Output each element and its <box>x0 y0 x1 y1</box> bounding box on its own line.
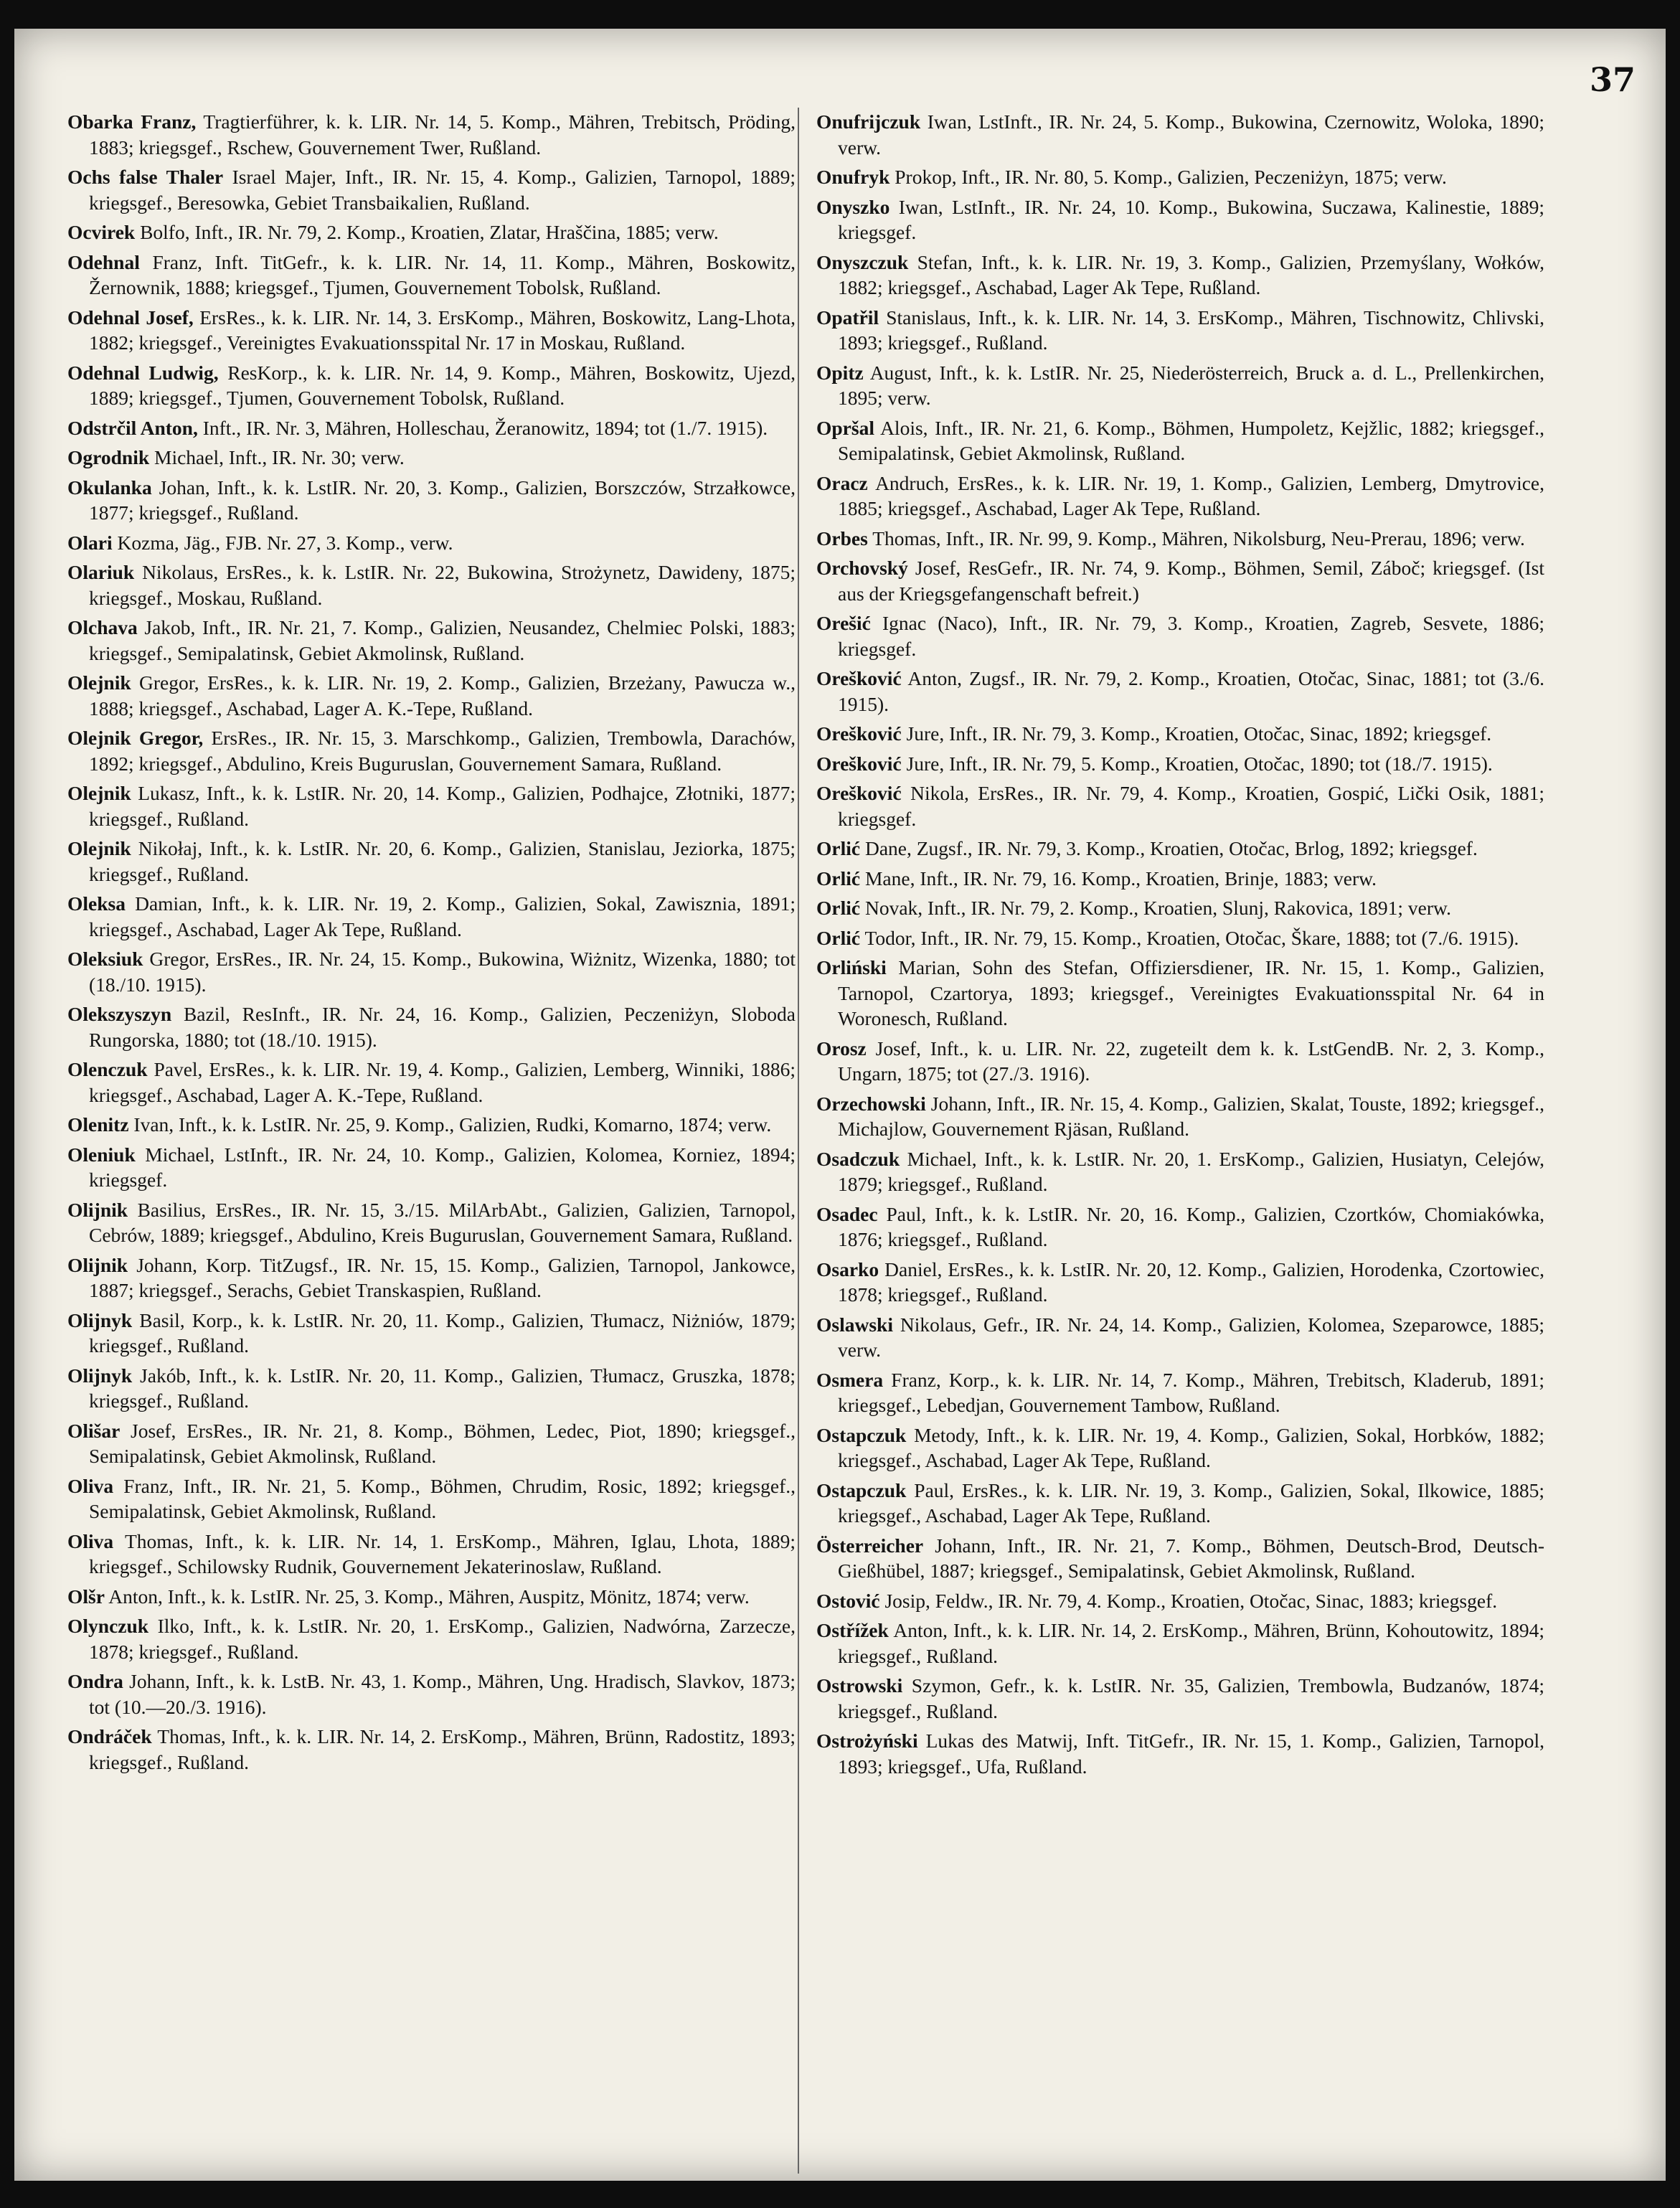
register-entry <box>67 250 796 301</box>
entry-details: Alois, Inft., IR. Nr. 21, 6. Komp., Böhmen, Humpoletz, Kejžlic, 1882; kriegsgef., Semipalatinsk, Gebiet Akmolinsk, Rußland. <box>838 416 1544 464</box>
entry-details: Johann, Inft., IR. Nr. 15, 4. Komp., Galizien, Skalat, Touste, 1892; kriegsgef., Michajlow, Gouvernement Rjäsan, Rußland. <box>838 1092 1544 1140</box>
entry-name: Olšr <box>67 1585 105 1608</box>
register-entry <box>816 895 1544 921</box>
entry-details: ErsRes., k. k. LIR. Nr. 14, 3. ErsKomp., Mähren, Boskowitz, Lang-Lhota, 1882; kriegsgef., Vereinigtes Evakuationsspital Nr. 17 in Moskau, Rußland. <box>89 306 796 354</box>
entry-name: Oslawski <box>816 1313 893 1336</box>
entry-name: Oleniuk <box>67 1143 136 1166</box>
entry-name: Ostapczuk <box>816 1423 907 1446</box>
entry-details: Michael, Inft., k. k. LstIR. Nr. 20, 1. ErsKomp., Galizien, Husiatyn, Celejów, 1879; kriegsgef., Rußland. <box>838 1147 1544 1195</box>
entry-details: Thomas, Inft., k. k. LIR. Nr. 14, 2. ErsKomp., Mähren, Brünn, Radostitz, 1893; kriegsgef., Rußland. <box>89 1725 796 1773</box>
entry-name: Onufrijczuk <box>816 110 921 133</box>
entry-name: Onyszko <box>816 195 890 218</box>
register-entry <box>816 751 1544 777</box>
entry-name: Olari <box>67 531 113 554</box>
entry-name: Orliński <box>816 956 887 978</box>
entry-details: Marian, Sohn des Stefan, Offiziersdiener, IR. Nr. 15, 1. Komp., Galizien, Tarnopol, Czartorya, 1893; kriegsgef., Vereinigtes Evakuationsspital Nr. 64 in Woronesch, Rußland. <box>838 956 1544 1029</box>
entry-details: Daniel, ErsRes., k. k. LstIR. Nr. 20, 12. Komp., Galizien, Horodenka, Czortowiec, 1878; kriegsgef., Rußland. <box>838 1258 1544 1306</box>
entry-name: Oliva <box>67 1474 114 1497</box>
entry-details: Jure, Inft., IR. Nr. 79, 5. Komp., Kroatien, Otočac, 1890; tot (18./7. 1915). <box>901 752 1493 775</box>
register-entry <box>816 305 1544 356</box>
register-entry <box>67 946 796 997</box>
entry-name: Oleksiuk <box>67 948 143 970</box>
entry-name: Orešić <box>816 612 871 634</box>
register-entry <box>67 725 796 776</box>
register-entry <box>67 1473 796 1524</box>
register-entry <box>816 1728 1544 1779</box>
entry-details: Gregor, ErsRes., IR. Nr. 24, 15. Komp., Bukowina, Wiżnitz, Wizenka, 1880; tot (18./10. 1915). <box>89 948 796 996</box>
entry-details: Paul, Inft., k. k. LstIR. Nr. 20, 16. Komp., Galizien, Czortków, Chomiakówka, 1876; kriegsgef., Rußland. <box>838 1202 1544 1250</box>
register-entry <box>67 1252 796 1303</box>
register-entry <box>816 471 1544 522</box>
entry-details: Josip, Feldw., IR. Nr. 79, 4. Komp., Kroatien, Otočac, Sinac, 1883; kriegsgef. <box>879 1589 1498 1612</box>
entry-name: Ostrożyński <box>816 1730 918 1752</box>
entry-details: Novak, Inft., IR. Nr. 79, 2. Komp., Kroatien, Slunj, Rakovica, 1891; verw. <box>860 897 1451 919</box>
register-entry <box>816 1618 1544 1669</box>
entry-details: Franz, Korp., k. k. LIR. Nr. 14, 7. Komp., Mähren, Trebitsch, Kladerub, 1891; kriegsgef., Lebedjan, Gouvernement Tambow, Rußland. <box>838 1368 1544 1416</box>
register-entry <box>816 555 1544 606</box>
register-entry <box>816 1312 1544 1363</box>
register-entry <box>67 305 796 356</box>
entry-name: Orešković <box>816 752 902 775</box>
register-entry <box>816 1588 1544 1614</box>
entry-name: Olijnik <box>67 1198 128 1221</box>
register-entry <box>816 666 1544 717</box>
entry-name: Orešković <box>816 722 902 745</box>
entry-name: Olejnik <box>67 671 131 694</box>
register-entry <box>67 670 796 721</box>
register-entry <box>67 1057 796 1108</box>
entry-name: Olariuk <box>67 561 135 583</box>
entry-name: Odehnal Josef, <box>67 306 194 329</box>
entry-details: Jakób, Inft., k. k. LstIR. Nr. 20, 11. Komp., Galizien, Tłumacz, Gruszka, 1878; kriegsgef., Rußland. <box>89 1364 796 1412</box>
register-entry <box>67 220 796 245</box>
page-number: 37 <box>1589 60 1636 99</box>
entry-name: Orlić <box>816 897 861 919</box>
entry-details: Franz, Inft., IR. Nr. 21, 5. Komp., Böhmen, Chrudim, Rosic, 1892; kriegsgef., Semipalatinsk, Gebiet Akmolinsk, Rußland. <box>89 1474 796 1522</box>
entry-details: Johan, Inft., k. k. LstIR. Nr. 20, 3. Komp., Galizien, Borszczów, Strzałkowce, 1877; kriegsgef., Rußland. <box>89 476 796 524</box>
entry-name: Olenitz <box>67 1113 129 1136</box>
entry-name: Ogrodnik <box>67 446 150 468</box>
entry-name: Ostović <box>816 1589 880 1612</box>
entry-details: Basilius, ErsRes., IR. Nr. 15, 3./15. MilArbAbt., Galizien, Galizien, Tarnopol, Cebrów, 1889; kriegsgef., Abdulino, Kreis Buguruslan, Gouvernement Samara, Rußland. <box>89 1198 796 1246</box>
entry-name: Oleksa <box>67 892 126 915</box>
entry-name: Osadczuk <box>816 1147 900 1170</box>
entry-name: Olekszyszyn <box>67 1003 172 1025</box>
entry-details: Paul, ErsRes., k. k. LIR. Nr. 19, 3. Komp., Galizien, Sokal, Ilkowice, 1885; kriegsgef., Aschabad, Lager Ak Tepe, Rußland. <box>838 1478 1544 1527</box>
entry-name: Ostrowski <box>816 1674 903 1697</box>
entry-details: Todor, Inft., IR. Nr. 79, 15. Komp., Kroatien, Otočac, Škare, 1888; tot (7./6. 1915). <box>860 926 1519 949</box>
entry-details: Josef, ResGefr., IR. Nr. 74, 9. Komp., Böhmen, Semil, Záboč; kriegsgef. (Ist aus der Kriegsgefangenschaft befreit.) <box>838 557 1544 605</box>
entry-details: Michael, Inft., IR. Nr. 30; verw. <box>149 446 405 468</box>
entry-details: Johann, Inft., k. k. LstB. Nr. 43, 1. Komp., Mähren, Ung. Hradisch, Slavkov, 1873; tot (10.—20./3. 1916). <box>89 1670 796 1718</box>
entry-details: Anton, Inft., k. k. LstIR. Nr. 25, 3. Komp., Mähren, Auspitz, Mönitz, 1874; verw. <box>104 1585 750 1608</box>
register-entry <box>67 1418 796 1469</box>
register-entry <box>67 836 796 887</box>
register-entry <box>67 1112 796 1138</box>
register-entry <box>67 1669 796 1719</box>
entry-name: Orešković <box>816 667 902 689</box>
entry-details: Josef, ErsRes., IR. Nr. 21, 8. Komp., Böhmen, Ledec, Piot, 1890; kriegsgef., Semipalatinsk, Gebiet Akmolinsk, Rußland. <box>89 1419 796 1467</box>
register-entry <box>816 164 1544 190</box>
entry-details: ErsRes., IR. Nr. 15, 3. Marschkomp., Galizien, Trembowla, Darachów, 1892; kriegsgef., Abdulino, Kreis Buguruslan, Gouvernement Samara, Rußland. <box>89 727 796 775</box>
register-entry <box>816 194 1544 245</box>
entry-name: Odehnal <box>67 250 140 273</box>
left-column <box>67 109 796 2175</box>
entry-details: Jure, Inft., IR. Nr. 79, 3. Komp., Kroatien, Otočac, Sinac, 1892; kriegsgef. <box>901 722 1492 745</box>
register-entry <box>816 721 1544 747</box>
entry-details: Johann, Inft., IR. Nr. 21, 7. Komp., Böhmen, Deutsch-Brod, Deutsch-Gießhübel, 1887; kriegsgef., Semipalatinsk, Gebiet Akmolinsk, Rußland. <box>838 1534 1544 1582</box>
entry-name: Osmera <box>816 1368 884 1391</box>
entry-details: Johann, Korp. TitZugsf., IR. Nr. 15, 15. Komp., Galizien, Tarnopol, Jankowce, 1887; kriegsgef., Serachs, Gebiet Transkaspien, Rußland. <box>89 1253 796 1301</box>
register-entry <box>67 1613 796 1664</box>
entry-name: Okulanka <box>67 476 152 499</box>
entry-details: Nikołaj, Inft., k. k. LstIR. Nr. 20, 6. Komp., Galizien, Stanislau, Jeziorka, 1875; kriegsgef., Rußland. <box>89 837 796 885</box>
entry-name: Onufryk <box>816 166 890 188</box>
register-entry <box>67 164 796 215</box>
entry-name: Orbes <box>816 527 868 549</box>
entry-details: Lukasz, Inft., k. k. LstIR. Nr. 20, 14. Komp., Galizien, Podhajce, Złotniki, 1877; kriegsgef., Rußland. <box>89 782 796 830</box>
entry-name: Olijnyk <box>67 1364 133 1387</box>
entry-name: Olejnik <box>67 782 131 804</box>
register-entry <box>67 445 796 471</box>
entry-details: August, Inft., k. k. LstIR. Nr. 25, Niederösterreich, Bruck a. d. L., Prellenkirchen, 1895; verw. <box>838 361 1544 409</box>
entry-details: Iwan, LstInft., IR. Nr. 24, 10. Komp., Bukowina, Suczawa, Kalinestie, 1889; kriegsgef. <box>838 195 1544 243</box>
entry-name: Olejnik Gregor, <box>67 727 204 749</box>
register-entry <box>67 560 796 610</box>
entry-name: Olišar <box>67 1419 121 1442</box>
entry-details: Nikolaus, ErsRes., k. k. LstIR. Nr. 22, Bukowina, Strożynetz, Dawideny, 1875; kriegsgef., Moskau, Rußland. <box>89 561 796 609</box>
register-entry <box>67 415 796 441</box>
entry-name: Odstrčil Anton, <box>67 416 198 439</box>
register-entry <box>816 360 1544 411</box>
entry-name: Orchovský <box>816 557 908 579</box>
entry-details: Nikolaus, Gefr., IR. Nr. 24, 14. Komp., Galizien, Kolomea, Szeparowce, 1885; verw. <box>838 1313 1544 1361</box>
entry-name: Onyszczuk <box>816 250 909 273</box>
entry-details: Lukas des Matwij, Inft. TitGefr., IR. Nr. 15, 1. Komp., Galizien, Tarnopol, 1893; kriegsgef., Ufa, Rußland. <box>838 1730 1544 1778</box>
entry-details: Josef, Inft., k. u. LIR. Nr. 22, zugeteilt dem k. k. LstGendB. Nr. 2, 3. Komp., Ungarn, 1875; tot (27./3. 1916). <box>838 1037 1544 1085</box>
register-entry <box>816 866 1544 892</box>
register-entry <box>67 1142 796 1193</box>
register-entry <box>67 1363 796 1414</box>
register-entry <box>816 526 1544 552</box>
register-entry <box>67 530 796 556</box>
entry-name: Ondra <box>67 1670 123 1692</box>
register-entry <box>816 955 1544 1032</box>
document-page <box>14 29 1666 2181</box>
register-entry <box>67 1197 796 1248</box>
entry-name: Olenczuk <box>67 1058 148 1080</box>
entry-name: Ondráček <box>67 1725 152 1747</box>
register-entry <box>67 780 796 831</box>
entry-details: Iwan, LstInft., IR. Nr. 24, 5. Komp., Bukowina, Czernowitz, Woloka, 1890; verw. <box>838 110 1544 159</box>
entry-details: Inft., IR. Nr. 3, Mähren, Holleschau, Žeranowitz, 1894; tot (1./7. 1915). <box>197 416 768 439</box>
register-entry <box>67 475 796 526</box>
entry-details: Metody, Inft., k. k. LIR. Nr. 19, 4. Komp., Galizien, Sokal, Horbków, 1882; kriegsgef., Aschabad, Lager Ak Tepe, Rußland. <box>838 1423 1544 1471</box>
entry-name: Ostřížek <box>816 1619 889 1641</box>
entry-details: Israel Majer, Inft., IR. Nr. 15, 4. Komp., Galizien, Tarnopol, 1889; kriegsgef., Beresowka, Gebiet Transbaikalien, Rußland. <box>89 166 796 214</box>
entry-name: Obarka Franz, <box>67 110 197 133</box>
entry-details: Andruch, ErsRes., k. k. LIR. Nr. 19, 1. Komp., Galizien, Lemberg, Dmytrovice, 1885; kriegsgef., Aschabad, Lager Ak Tepe, Rußland. <box>838 471 1544 519</box>
entry-details: Mane, Inft., IR. Nr. 79, 16. Komp., Kroatien, Brinje, 1883; verw. <box>860 867 1377 890</box>
register-entry <box>67 615 796 666</box>
entry-details: Szymon, Gefr., k. k. LstIR. Nr. 35, Galizien, Trembowla, Budzanów, 1874; kriegsgef., Rußland. <box>838 1674 1544 1722</box>
entry-details: Anton, Zugsf., IR. Nr. 79, 2. Komp., Kroatien, Otočac, Sinac, 1881; tot (3./6. 1915). <box>838 667 1544 715</box>
entry-details: Thomas, Inft., k. k. LIR. Nr. 14, 1. ErsKomp., Mähren, Iglau, Lhota, 1889; kriegsgef., Schilowsky Rudnik, Gouvernement Jekaterinoslaw, Rußland. <box>89 1529 796 1577</box>
entry-name: Orešković <box>816 782 902 804</box>
register-entry <box>816 1478 1544 1529</box>
register-entry <box>67 1584 796 1610</box>
entry-name: Orlić <box>816 867 861 890</box>
register-entry <box>816 1091 1544 1142</box>
entry-name: Olejnik <box>67 837 131 859</box>
register-entry <box>816 836 1544 862</box>
entry-name: Osadec <box>816 1202 878 1225</box>
register-entry <box>67 1001 796 1052</box>
register-entry <box>67 360 796 411</box>
entry-name: Orzechowski <box>816 1092 926 1115</box>
entry-details: Michael, LstInft., IR. Nr. 24, 10. Komp., Galizien, Kolomea, Korniez, 1894; kriegsgef. <box>89 1143 796 1191</box>
entry-name: Österreicher <box>816 1534 924 1557</box>
entry-details: Stefan, Inft., k. k. LIR. Nr. 19, 3. Komp., Galizien, Przemyślany, Wołków, 1882; kriegsgef., Aschabad, Lager Ak Tepe, Rußland. <box>838 250 1544 298</box>
entry-details: Basil, Korp., k. k. LstIR. Nr. 20, 11. Komp., Galizien, Tłumacz, Niżniów, 1879; kriegsgef., Rußland. <box>89 1308 796 1357</box>
entry-name: Ochs false Thaler <box>67 166 224 188</box>
register-entry <box>816 1036 1544 1087</box>
entry-name: Orlić <box>816 837 861 859</box>
entry-name: Odehnal Ludwig, <box>67 361 219 384</box>
entry-name: Olchava <box>67 616 138 638</box>
entry-name: Opatřil <box>816 306 879 329</box>
entry-details: Nikola, ErsRes., IR. Nr. 79, 4. Komp., Kroatien, Gospić, Lički Osik, 1881; kriegsgef. <box>838 782 1544 830</box>
register-entry <box>816 1146 1544 1197</box>
entry-details: Bazil, ResInft., IR. Nr. 24, 16. Komp., Galizien, Peczeniżyn, Sloboda Rungorska, 1880; tot (18./10. 1915). <box>89 1003 796 1051</box>
entry-details: Dane, Zugsf., IR. Nr. 79, 3. Komp., Kroatien, Otočac, Brlog, 1892; kriegsgef. <box>860 837 1478 859</box>
entry-name: Opitz <box>816 361 864 384</box>
entry-name: Ostapczuk <box>816 1478 907 1501</box>
entry-details: Jakob, Inft., IR. Nr. 21, 7. Komp., Galizien, Neusandez, Chelmiec Polski, 1883; kriegsgef., Semipalatinsk, Gebiet Akmolinsk, Rußland. <box>89 616 796 664</box>
entry-name: Osarko <box>816 1258 879 1280</box>
register-entry <box>816 1673 1544 1724</box>
entry-details: Stanislaus, Inft., k. k. LIR. Nr. 14, 3. ErsKomp., Mähren, Tischnowitz, Chlivski, 1893; kriegsgef., Rußland. <box>838 306 1544 354</box>
entry-details: Bolfo, Inft., IR. Nr. 79, 2. Komp., Kroatien, Zlatar, Hraščina, 1885; verw. <box>135 221 719 243</box>
register-entry <box>67 1308 796 1359</box>
register-entry <box>816 610 1544 661</box>
entry-details: Ilko, Inft., k. k. LstIR. Nr. 20, 1. ErsKomp., Galizien, Nadwórna, Zarzecze, 1878; kriegsgef., Rußland. <box>89 1615 796 1663</box>
entry-details: Damian, Inft., k. k. LIR. Nr. 19, 2. Komp., Galizien, Sokal, Zawisznia, 1891; kriegsgef., Aschabad, Lager Ak Tepe, Rußland. <box>89 892 796 940</box>
column-divider <box>798 108 799 2174</box>
entry-details: Thomas, Inft., IR. Nr. 99, 9. Komp., Mähren, Nikolsburg, Neu-Prerau, 1896; verw. <box>867 527 1525 549</box>
register-entry <box>816 1533 1544 1584</box>
entry-name: Ocvirek <box>67 221 136 243</box>
register-entry <box>67 1529 796 1580</box>
register-entry <box>816 1423 1544 1473</box>
register-entry <box>816 925 1544 951</box>
entry-name: Olijnik <box>67 1253 128 1276</box>
entry-name: Oracz <box>816 471 868 494</box>
entry-details: Pavel, ErsRes., k. k. LIR. Nr. 19, 4. Komp., Galizien, Lemberg, Winniki, 1886; kriegsgef., Aschabad, Lager A. K.-Tepe, Rußland. <box>89 1058 796 1106</box>
register-entry <box>816 1202 1544 1252</box>
entry-name: Olijnyk <box>67 1308 133 1331</box>
entry-details: Ivan, Inft., k. k. LstIR. Nr. 25, 9. Komp., Galizien, Rudki, Komarno, 1874; verw. <box>128 1113 772 1136</box>
register-entry <box>816 250 1544 301</box>
entry-name: Oliva <box>67 1529 114 1552</box>
entry-details: Anton, Inft., k. k. LIR. Nr. 14, 2. ErsKomp., Mähren, Brünn, Kohoutowitz, 1894; kriegsgef., Rußland. <box>838 1619 1544 1667</box>
register-entry <box>816 780 1544 831</box>
register-entry <box>816 1367 1544 1418</box>
entry-details: Ignac (Naco), Inft., IR. Nr. 79, 3. Komp., Kroatien, Zagreb, Sesvete, 1886; kriegsgef. <box>838 612 1544 660</box>
entry-name: Orosz <box>816 1037 867 1060</box>
entry-name: Opršal <box>816 416 874 439</box>
entry-details: Kozma, Jäg., FJB. Nr. 27, 3. Komp., verw. <box>112 531 453 554</box>
register-entry <box>816 1257 1544 1308</box>
entry-name: Olynczuk <box>67 1615 149 1637</box>
register-entry <box>67 1724 796 1775</box>
register-entry <box>67 891 796 942</box>
register-entry <box>816 415 1544 466</box>
right-column <box>816 109 1544 2175</box>
entry-details: Tragtierführer, k. k. LIR. Nr. 14, 5. Komp., Mähren, Trebitsch, Pröding, 1883; kriegsgef., Rschew, Gouvernement Twer, Rußland. <box>89 110 796 159</box>
entry-details: ResKorp., k. k. LIR. Nr. 14, 9. Komp., Mähren, Boskowitz, Ujezd, 1889; kriegsgef., Tjumen, Gouvernement Tobolsk, Rußland. <box>89 361 796 409</box>
entry-details: Franz, Inft. TitGefr., k. k. LIR. Nr. 14, 11. Komp., Mähren, Boskowitz, Žernownik, 1888; kriegsgef., Tjumen, Gouvernement Tobolsk, Rußland. <box>89 250 796 298</box>
entry-details: Gregor, ErsRes., k. k. LIR. Nr. 19, 2. Komp., Galizien, Brzeżany, Pawucza w., 1888; kriegsgef., Aschabad, Lager A. K.-Tepe, Rußland. <box>89 671 796 720</box>
register-entry <box>816 109 1544 160</box>
entry-details: Prokop, Inft., IR. Nr. 80, 5. Komp., Galizien, Peczeniżyn, 1875; verw. <box>889 166 1447 188</box>
entry-name: Orlić <box>816 926 861 949</box>
register-entry <box>67 109 796 160</box>
